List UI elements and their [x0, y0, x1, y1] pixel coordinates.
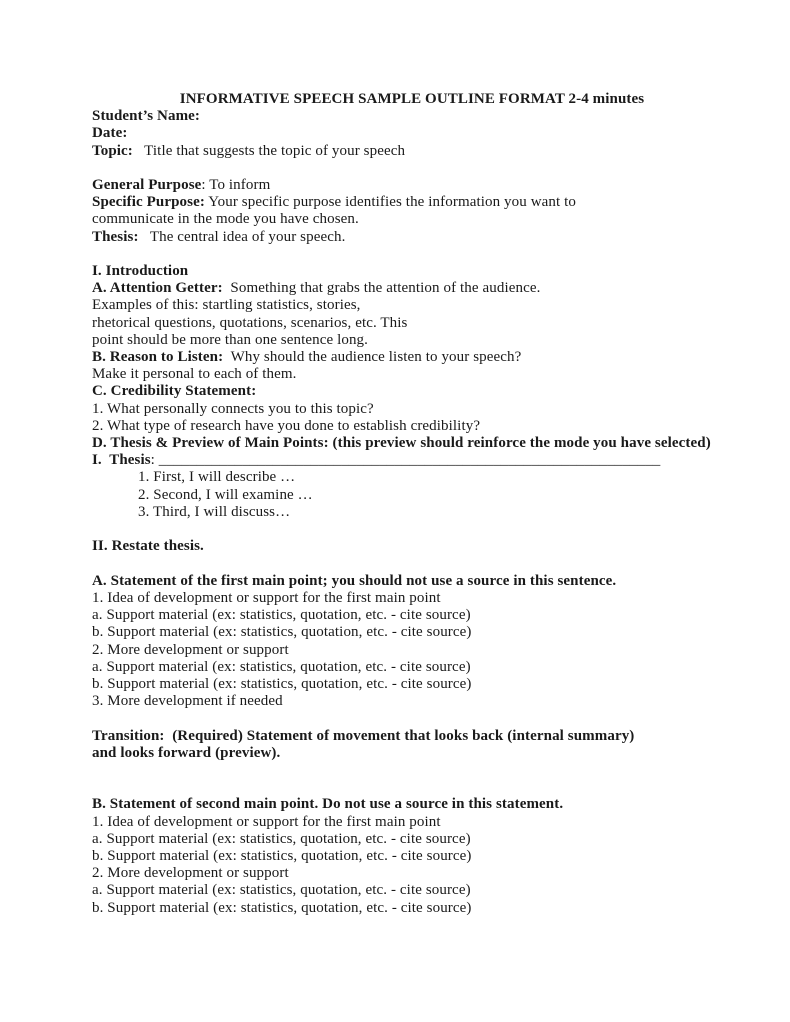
text-run: b. Support material (ex: statistics, quotation, etc. - cite source): [92, 675, 472, 692]
first-point-support-1a: [92, 607, 732, 624]
text-run: B. Reason to Listen:: [92, 349, 224, 366]
text-run: General Purpose: [92, 177, 202, 194]
specific-purpose-line-2: [92, 211, 732, 228]
student-name-line: [92, 108, 732, 125]
preview-point-2: [92, 487, 732, 504]
doc-title: [92, 91, 732, 108]
first-point-support-2b: [92, 676, 732, 693]
text-run: B. Statement of second main point. Do not use a source in this statement.: [92, 796, 564, 813]
transition-line-1: [92, 728, 732, 745]
text-run: 3. More development if needed: [92, 693, 283, 710]
blank-line: [92, 779, 732, 796]
blank-line: [92, 762, 732, 779]
attention-getter-line: [92, 280, 732, 297]
text-run: Your specific purpose identifies the information you want to: [204, 194, 576, 211]
second-point-support-1b: [92, 848, 732, 865]
text-run: Thesis:: [92, 228, 139, 245]
text-run: 1. First, I will describe …: [138, 469, 296, 486]
second-point-development-1: [92, 814, 732, 831]
text-run: rhetorical questions, quotations, scenarios, etc. This: [92, 314, 408, 331]
text-run: Something that grabs the attention of the audience.: [222, 280, 541, 297]
text-run: : To inform: [201, 177, 271, 194]
second-main-point-heading: [92, 796, 732, 813]
text-run: a. Support material (ex: statistics, quotation, etc. - cite source): [92, 830, 471, 847]
credibility-question-1: [92, 401, 732, 418]
first-point-support-2a: [92, 659, 732, 676]
transition-line-2: [92, 745, 732, 762]
first-point-development-3: [92, 693, 732, 710]
text-run: 3. Third, I will discuss…: [138, 503, 291, 520]
second-point-support-1a: [92, 831, 732, 848]
text-run: b. Support material (ex: statistics, quotation, etc. - cite source): [92, 899, 472, 916]
first-point-development-2: [92, 642, 732, 659]
general-purpose-line: [92, 177, 732, 194]
thesis-definition-line: [92, 229, 732, 246]
text-run: :: [150, 452, 159, 469]
first-point-development-1: [92, 590, 732, 607]
text-run: 2. Second, I will examine …: [138, 486, 313, 503]
first-point-support-1b: [92, 624, 732, 641]
second-point-development-2: [92, 865, 732, 882]
blank-line: [92, 710, 732, 727]
specific-purpose-line: [92, 194, 732, 211]
text-run: Specific Purpose:: [92, 194, 205, 211]
text-run: communicate in the mode you have chosen.: [92, 211, 359, 228]
text-run: 1. Idea of development or support for the first main point: [92, 813, 441, 830]
reason-to-listen-line: [92, 349, 732, 366]
topic-line: [92, 143, 732, 160]
blank-line: [92, 160, 732, 177]
text-run: D. Thesis & Preview of Main Points: (this preview should reinforce the mode you have selected): [92, 435, 711, 452]
text-run: Examples of this: startling statistics, stories,: [92, 297, 361, 314]
preview-point-3: [92, 504, 732, 521]
text-run: 2. What type of research have you done to establish credibility?: [92, 417, 481, 434]
blank-line: [92, 521, 732, 538]
credibility-heading: [92, 383, 732, 400]
text-run: I. Introduction: [92, 263, 189, 280]
text-run: Date:: [92, 125, 128, 142]
text-run: The central idea of your speech.: [138, 228, 346, 245]
blank-line: [92, 555, 732, 572]
second-point-support-2a: [92, 882, 732, 899]
text-run: Title that suggests the topic of your speech: [132, 142, 406, 159]
second-point-support-2b: [92, 900, 732, 917]
text-run: a. Support material (ex: statistics, quotation, etc. - cite source): [92, 882, 471, 899]
credibility-question-2: [92, 418, 732, 435]
text-run: point should be more than one sentence long.: [92, 331, 369, 348]
text-run: I. Thesis: [92, 452, 151, 469]
text-run: a. Support material (ex: statistics, quotation, etc. - cite source): [92, 607, 471, 624]
restate-thesis-heading: [92, 538, 732, 555]
date-line: [92, 125, 732, 142]
text-run: __________________________________________________________________: [158, 452, 661, 469]
text-run: A. Attention Getter:: [92, 280, 223, 297]
text-run: 1. Idea of development or support for the first main point: [92, 589, 441, 606]
text-run: Make it personal to each of them.: [92, 366, 297, 383]
text-run: Topic:: [92, 142, 133, 159]
first-main-point-heading: [92, 573, 732, 590]
preview-point-1: [92, 469, 732, 486]
text-run: a. Support material (ex: statistics, quotation, etc. - cite source): [92, 658, 471, 675]
blank-line: [92, 246, 732, 263]
text-run: and looks forward (preview).: [92, 744, 281, 761]
document-body: [92, 91, 732, 917]
text-run: b. Support material (ex: statistics, quotation, etc. - cite source): [92, 847, 472, 864]
text-run: II. Restate thesis.: [92, 538, 204, 555]
text-run: A. Statement of the first main point; you should not use a source in this sentence.: [92, 572, 617, 589]
thesis-fill-in-line: [92, 452, 732, 469]
text-run: 2. More development or support: [92, 641, 289, 658]
attention-getter-examples-2: [92, 315, 732, 332]
introduction-heading: [92, 263, 732, 280]
text-run: Why should the audience listen to your speech?: [223, 349, 522, 366]
text-run: C. Credibility Statement:: [92, 383, 257, 400]
text-run: b. Support material (ex: statistics, quotation, etc. - cite source): [92, 624, 472, 641]
text-run: 2. More development or support: [92, 865, 289, 882]
reason-to-listen-line-2: [92, 366, 732, 383]
text-run: Student’s Name:: [92, 108, 201, 125]
text-run: Transition: (Required) Statement of movement that looks back (internal summary): [92, 727, 635, 744]
thesis-preview-heading: [92, 435, 732, 452]
text-run: INFORMATIVE SPEECH SAMPLE OUTLINE FORMAT 2-4 minutes: [179, 91, 645, 107]
attention-getter-examples-3: [92, 332, 732, 349]
attention-getter-examples-1: [92, 297, 732, 314]
text-run: 1. What personally connects you to this topic?: [92, 400, 374, 417]
